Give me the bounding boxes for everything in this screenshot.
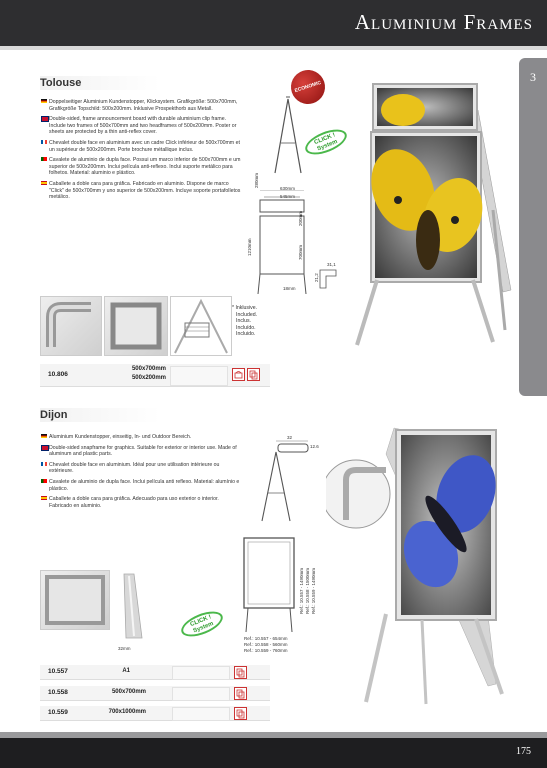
desc-pt: Cavalete de aluminio de dupla face. Inclui película anti reflexo. Material: alumínio e plástico.	[41, 479, 241, 492]
dim-700: 700mm	[298, 244, 303, 260]
dijon-front-diagram	[240, 534, 300, 634]
tolouse-side-diagram	[260, 95, 320, 175]
dijon-product-photo	[326, 424, 516, 706]
click-system-badge: CLICK ! System	[302, 124, 350, 159]
product-box	[172, 707, 230, 721]
desc-pt: Cavalete de aluminio de dupla face. Possui um marco inferior de 500x700mm e um superior de 500x200mm. Inclui película anti-reflexo. Inclui suporte metálico para folhetos. Material: aluminio e plástico.	[41, 157, 241, 177]
flag-fr-icon	[41, 140, 47, 144]
thumb-frame-detail	[104, 296, 168, 356]
product-box	[170, 366, 228, 386]
product-size-2: 500x200mm	[131, 375, 166, 381]
chapter-tab[interactable]	[519, 58, 547, 396]
profile-width: 32	[287, 435, 293, 440]
flag-es-icon	[41, 496, 47, 500]
profile-section-diagram	[318, 266, 340, 290]
double-sided-icon	[234, 687, 247, 700]
tolouse-front-diagram	[252, 190, 312, 300]
desc-es: Caballete a doble cara para gráfica. Fabricado en aluminio. Dispone de marco "Click" de 500x700mm y uno superior de 500x200mm. Incluye soporte portafolletos metálico.	[41, 181, 241, 201]
profile-height: 12.6	[310, 444, 319, 449]
flag-pt-icon	[41, 157, 47, 161]
product-code: 10.806	[48, 371, 68, 378]
extrusion-profile-image	[112, 572, 152, 642]
click-system-badge: CLICK ! System	[178, 606, 226, 641]
dim-200: 200mm	[298, 210, 303, 226]
dim-1210: 1210mm	[247, 238, 252, 256]
ref-height-2: Ref.: 10.558 - 1500mm	[305, 567, 310, 614]
ref-height-1: Ref.: 10.557 - 1490mm	[299, 567, 304, 614]
flag-de-icon	[41, 99, 47, 103]
product-size: 500x700mm	[111, 689, 146, 695]
dim-18: 18mm	[283, 286, 296, 291]
flag-fr-icon	[41, 462, 47, 466]
ref-width-3: Ref.: 10.559 - 760mm	[244, 648, 288, 653]
page-footer	[0, 738, 547, 768]
page-title: Aluminium Frames	[354, 10, 533, 34]
thumb-brochure-holder	[170, 296, 232, 356]
header-rule	[0, 46, 547, 50]
ref-width-2: Ref.: 10.558 - 560mm	[244, 642, 288, 647]
flag-pt-icon	[41, 479, 47, 483]
dijon-descriptions	[41, 434, 241, 513]
product-size: A1	[122, 668, 130, 674]
product-code: 10.558	[48, 689, 68, 696]
dim-31: 31,1	[327, 262, 336, 267]
desc-gb: Double-sided, frame announcement board with durable aluminium clip frame. Include two frames of 500x700mm and two headframes of 500x200mm. Poster or sheets are protected by a thin anti-reflex cover.	[41, 116, 241, 136]
ref-width-1: Ref.: 10.557 - 654mm	[244, 636, 288, 641]
section-title-dijon: Dijon	[40, 409, 68, 421]
tolouse-descriptions	[41, 99, 241, 205]
flag-gb-icon	[41, 116, 49, 122]
chapter-number: 3	[530, 70, 536, 84]
desc-gb: Double-sided snapframe for graphics. Suitable for exterior or interior use. Made of aluminum and plastic parts.	[41, 445, 241, 458]
thumb-dijon-frame	[40, 570, 110, 630]
dim-545: 545mm	[280, 194, 296, 199]
desc-de: Doppelseitiger Aluminium Kundenstopper, Klicksystem. Grafikgröße: 500x700mm, Grafikgröße Topschild: 500x200mm. Inklusive Prospekthorb aus Metall.	[41, 99, 241, 112]
tolouse-product-photo	[343, 80, 513, 350]
dijon-side-diagram	[256, 448, 296, 523]
product-box	[172, 666, 230, 680]
product-size-1: 500x700mm	[131, 366, 166, 372]
flag-de-icon	[41, 434, 47, 438]
economic-badge: ECONOMIC	[287, 66, 330, 109]
desc-fr: Chevalet double face en aluminium. Idéal pour une utilisation intérieure ou extérieure.	[41, 462, 241, 475]
double-sided-icon	[247, 368, 260, 381]
product-code: 10.557	[48, 668, 68, 675]
desc-es: Caballete a doble cara para gráfica. Adecuado para uso exterior o interior. Fabricado en aluminio.	[41, 496, 241, 509]
stand-type-icon	[232, 368, 245, 381]
product-size: 700x1000mm	[108, 709, 146, 715]
dim-21: 21,2	[314, 273, 319, 282]
dim-280: 280mm	[254, 172, 259, 188]
extrusion-width: 32mm	[118, 646, 131, 651]
desc-de: Aluminium Kundenstopper, einseitig, In- und Outdoor Bereich.	[41, 434, 241, 441]
desc-fr: Chevalet double face en aluminium avec un cadre Click inférieur de 500x700mm et un supérieur de 500x200mm. Porte brochure métallique inclus.	[41, 140, 241, 153]
included-note: * Inklusive. Included. Inclus. Incluído. Incluido.	[232, 305, 258, 338]
thumb-corner-detail	[40, 296, 102, 356]
page-number: 175	[516, 746, 531, 757]
dim-630: 630mm	[280, 186, 296, 191]
flag-es-icon	[41, 181, 47, 185]
double-sided-icon	[234, 666, 247, 679]
double-sided-icon	[234, 707, 247, 720]
flag-gb-icon	[41, 445, 49, 451]
section-title-tolouse: Tolouse	[40, 77, 82, 89]
ref-height-3: Ref.: 10.559 - 1490mm	[311, 567, 316, 614]
product-box	[172, 687, 230, 701]
product-code: 10.559	[48, 709, 68, 716]
